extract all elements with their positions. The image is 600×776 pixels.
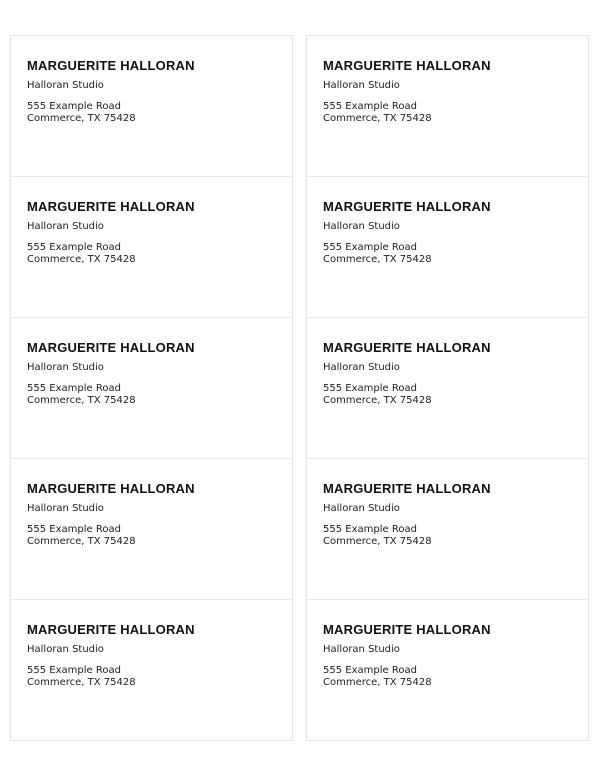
address-label[interactable]	[11, 36, 292, 177]
city-state-zip: Commerce, TX 75428	[27, 113, 136, 124]
company-name: Halloran Studio	[323, 221, 400, 232]
address-label[interactable]	[307, 177, 588, 318]
label-column-right	[306, 35, 589, 741]
recipient-name: MARGUERITE HALLORAN	[323, 340, 491, 355]
city-state-zip: Commerce, TX 75428	[323, 536, 432, 547]
recipient-name: MARGUERITE HALLORAN	[323, 199, 491, 214]
street-address: 555 Example Road	[323, 665, 417, 676]
street-address: 555 Example Road	[27, 665, 121, 676]
company-name: Halloran Studio	[27, 221, 104, 232]
city-state-zip: Commerce, TX 75428	[27, 254, 136, 265]
city-state-zip: Commerce, TX 75428	[323, 677, 432, 688]
address-label[interactable]	[11, 600, 292, 741]
company-name: Halloran Studio	[323, 644, 400, 655]
street-address: 555 Example Road	[27, 383, 121, 394]
company-name: Halloran Studio	[27, 362, 104, 373]
recipient-name: MARGUERITE HALLORAN	[27, 481, 195, 496]
company-name: Halloran Studio	[27, 80, 104, 91]
address-label[interactable]	[11, 177, 292, 318]
city-state-zip: Commerce, TX 75428	[27, 395, 136, 406]
city-state-zip: Commerce, TX 75428	[27, 677, 136, 688]
recipient-name: MARGUERITE HALLORAN	[323, 622, 491, 637]
address-label[interactable]	[307, 600, 588, 741]
address-label[interactable]	[307, 459, 588, 600]
recipient-name: MARGUERITE HALLORAN	[27, 58, 195, 73]
address-label[interactable]	[11, 318, 292, 459]
street-address: 555 Example Road	[323, 383, 417, 394]
company-name: Halloran Studio	[323, 362, 400, 373]
company-name: Halloran Studio	[27, 644, 104, 655]
recipient-name: MARGUERITE HALLORAN	[27, 622, 195, 637]
city-state-zip: Commerce, TX 75428	[27, 536, 136, 547]
address-label[interactable]	[11, 459, 292, 600]
recipient-name: MARGUERITE HALLORAN	[27, 199, 195, 214]
address-label[interactable]	[307, 36, 588, 177]
street-address: 555 Example Road	[323, 242, 417, 253]
street-address: 555 Example Road	[27, 101, 121, 112]
recipient-name: MARGUERITE HALLORAN	[27, 340, 195, 355]
company-name: Halloran Studio	[27, 503, 104, 514]
company-name: Halloran Studio	[323, 80, 400, 91]
address-label[interactable]	[307, 318, 588, 459]
recipient-name: MARGUERITE HALLORAN	[323, 58, 491, 73]
street-address: 555 Example Road	[27, 242, 121, 253]
city-state-zip: Commerce, TX 75428	[323, 395, 432, 406]
city-state-zip: Commerce, TX 75428	[323, 254, 432, 265]
street-address: 555 Example Road	[27, 524, 121, 535]
recipient-name: MARGUERITE HALLORAN	[323, 481, 491, 496]
street-address: 555 Example Road	[323, 101, 417, 112]
label-column-left	[10, 35, 293, 741]
street-address: 555 Example Road	[323, 524, 417, 535]
company-name: Halloran Studio	[323, 503, 400, 514]
city-state-zip: Commerce, TX 75428	[323, 113, 432, 124]
